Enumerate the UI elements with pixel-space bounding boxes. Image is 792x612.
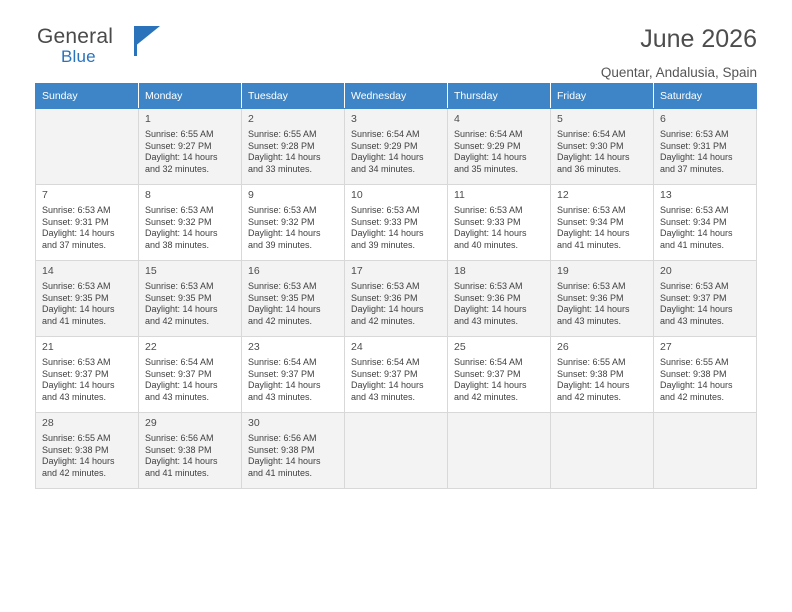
day-number: 17 xyxy=(351,265,363,277)
day-sun-info-line: Sunrise: 6:54 AM xyxy=(454,129,523,139)
day-number: 14 xyxy=(42,265,54,277)
day-sun-info-line: Daylight: 14 hours xyxy=(248,456,321,467)
day-sun-info xyxy=(351,281,442,327)
day-sun-info-line: Sunset: 9:30 PM xyxy=(557,140,624,151)
day-number: 18 xyxy=(454,265,466,277)
calendar-day-cell[interactable] xyxy=(139,413,242,489)
calendar-day-cell[interactable] xyxy=(345,261,448,337)
day-sun-info-line: Sunset: 9:29 PM xyxy=(351,140,418,151)
calendar-day-cell[interactable] xyxy=(448,185,551,261)
calendar-body xyxy=(36,109,757,489)
day-sun-info-line: Sunrise: 6:53 AM xyxy=(42,205,111,215)
day-sun-info-line: and 43 minutes. xyxy=(42,391,107,402)
day-sun-info-line: and 39 minutes. xyxy=(248,239,313,250)
day-number: 8 xyxy=(145,189,151,201)
weekday-header-friday: Friday xyxy=(551,84,654,109)
calendar-empty-cell xyxy=(654,413,757,489)
day-sun-info-line: Sunset: 9:28 PM xyxy=(248,140,315,151)
day-sun-info-line: Sunset: 9:31 PM xyxy=(660,140,727,151)
day-sun-info-line: Daylight: 14 hours xyxy=(557,152,630,163)
day-sun-info xyxy=(145,433,236,479)
day-number: 30 xyxy=(248,417,260,429)
calendar-day-cell[interactable] xyxy=(36,185,139,261)
calendar-day-cell[interactable] xyxy=(242,109,345,185)
day-sun-info-line: Sunrise: 6:53 AM xyxy=(557,205,626,215)
day-sun-info-line: Sunset: 9:37 PM xyxy=(454,368,521,379)
day-number: 22 xyxy=(145,341,157,353)
calendar-day-cell[interactable] xyxy=(139,185,242,261)
day-sun-info-line: and 43 minutes. xyxy=(454,315,519,326)
day-sun-info-line: Daylight: 14 hours xyxy=(145,456,218,467)
day-sun-info-line: Daylight: 14 hours xyxy=(42,228,115,239)
day-number: 7 xyxy=(42,189,48,201)
calendar-empty-cell xyxy=(448,413,551,489)
day-sun-info-line: Sunset: 9:36 PM xyxy=(351,292,418,303)
day-sun-info-line: Sunrise: 6:53 AM xyxy=(454,281,523,291)
day-sun-info-line: Sunrise: 6:53 AM xyxy=(351,205,420,215)
day-number: 26 xyxy=(557,341,569,353)
day-sun-info xyxy=(557,129,648,175)
weekday-header-sunday: Sunday xyxy=(36,84,139,109)
day-sun-info-line: Sunrise: 6:54 AM xyxy=(454,357,523,367)
day-sun-info-line: Sunrise: 6:54 AM xyxy=(351,129,420,139)
day-sun-info xyxy=(454,205,545,251)
day-number: 13 xyxy=(660,189,672,201)
day-sun-info xyxy=(248,205,339,251)
day-sun-info-line: Sunrise: 6:54 AM xyxy=(351,357,420,367)
day-sun-info-line: Sunset: 9:35 PM xyxy=(145,292,212,303)
day-number: 3 xyxy=(351,113,357,125)
day-number: 20 xyxy=(660,265,672,277)
weekday-header-saturday: Saturday xyxy=(654,84,757,109)
day-sun-info-line: Sunset: 9:38 PM xyxy=(660,368,727,379)
day-sun-info xyxy=(351,129,442,175)
day-sun-info xyxy=(248,433,339,479)
day-sun-info-line: and 40 minutes. xyxy=(454,239,519,250)
day-sun-info-line: Sunrise: 6:55 AM xyxy=(660,357,729,367)
day-sun-info-line: Daylight: 14 hours xyxy=(454,304,527,315)
day-sun-info-line: and 42 minutes. xyxy=(248,315,313,326)
day-sun-info-line: and 42 minutes. xyxy=(42,467,107,478)
day-sun-info xyxy=(248,357,339,403)
day-sun-info-line: Daylight: 14 hours xyxy=(660,380,733,391)
day-sun-info-line: and 41 minutes. xyxy=(248,467,313,478)
day-sun-info-line: Sunset: 9:36 PM xyxy=(557,292,624,303)
day-sun-info xyxy=(145,205,236,251)
day-sun-info-line: and 42 minutes. xyxy=(454,391,519,402)
day-number: 19 xyxy=(557,265,569,277)
day-sun-info-line: Sunset: 9:34 PM xyxy=(557,216,624,227)
day-number: 15 xyxy=(145,265,157,277)
day-sun-info-line: Sunrise: 6:56 AM xyxy=(145,433,214,443)
day-number: 5 xyxy=(557,113,563,125)
day-sun-info-line: and 39 minutes. xyxy=(351,239,416,250)
weekday-header-monday: Monday xyxy=(139,84,242,109)
day-sun-info-line: Sunrise: 6:53 AM xyxy=(248,281,317,291)
day-sun-info-line: Sunrise: 6:55 AM xyxy=(557,357,626,367)
day-sun-info xyxy=(557,357,648,403)
page-title: June 2026 xyxy=(640,25,757,53)
day-sun-info-line: Sunset: 9:38 PM xyxy=(248,444,315,455)
day-number: 24 xyxy=(351,341,363,353)
day-sun-info-line: Daylight: 14 hours xyxy=(42,380,115,391)
day-sun-info-line: Sunrise: 6:53 AM xyxy=(145,281,214,291)
day-sun-info-line: Daylight: 14 hours xyxy=(351,380,424,391)
day-number: 28 xyxy=(42,417,54,429)
day-sun-info-line: Sunset: 9:32 PM xyxy=(145,216,212,227)
day-number: 11 xyxy=(454,189,465,201)
day-sun-info xyxy=(248,129,339,175)
day-sun-info-line: Sunset: 9:38 PM xyxy=(42,444,109,455)
day-sun-info-line: Daylight: 14 hours xyxy=(454,152,527,163)
day-sun-info-line: Sunrise: 6:53 AM xyxy=(145,205,214,215)
day-sun-info-line: Sunset: 9:33 PM xyxy=(351,216,418,227)
day-sun-info-line: and 37 minutes. xyxy=(42,239,107,250)
day-sun-info-line: and 37 minutes. xyxy=(660,163,725,174)
day-sun-info-line: Daylight: 14 hours xyxy=(248,380,321,391)
day-sun-info xyxy=(660,205,751,251)
day-sun-info-line: Daylight: 14 hours xyxy=(42,304,115,315)
day-sun-info-line: and 43 minutes. xyxy=(660,315,725,326)
day-sun-info-line: Sunrise: 6:53 AM xyxy=(557,281,626,291)
calendar-week-row xyxy=(36,109,757,185)
day-sun-info xyxy=(660,129,751,175)
calendar-week-row xyxy=(36,337,757,413)
day-number: 21 xyxy=(42,341,54,353)
day-sun-info-line: Sunset: 9:37 PM xyxy=(145,368,212,379)
day-sun-info-line: and 33 minutes. xyxy=(248,163,313,174)
day-number: 23 xyxy=(248,341,260,353)
day-sun-info-line: Daylight: 14 hours xyxy=(660,152,733,163)
day-sun-info-line: and 41 minutes. xyxy=(557,239,622,250)
calendar-day-cell[interactable] xyxy=(551,185,654,261)
day-sun-info-line: and 36 minutes. xyxy=(557,163,622,174)
day-sun-info-line: Sunrise: 6:53 AM xyxy=(42,281,111,291)
day-sun-info-line: Sunrise: 6:54 AM xyxy=(248,357,317,367)
calendar-empty-cell xyxy=(345,413,448,489)
day-sun-info-line: Sunset: 9:32 PM xyxy=(248,216,315,227)
day-sun-info xyxy=(42,433,133,479)
day-sun-info-line: Daylight: 14 hours xyxy=(351,152,424,163)
calendar-day-cell[interactable] xyxy=(242,413,345,489)
day-sun-info-line: Daylight: 14 hours xyxy=(145,152,218,163)
day-sun-info-line: and 42 minutes. xyxy=(351,315,416,326)
calendar-day-cell[interactable] xyxy=(551,109,654,185)
day-number: 25 xyxy=(454,341,466,353)
day-sun-info xyxy=(145,357,236,403)
day-sun-info-line: and 42 minutes. xyxy=(557,391,622,402)
calendar-day-cell[interactable] xyxy=(139,261,242,337)
day-sun-info-line: Daylight: 14 hours xyxy=(557,380,630,391)
day-sun-info-line: Sunset: 9:35 PM xyxy=(248,292,315,303)
day-sun-info xyxy=(42,205,133,251)
day-sun-info-line: Sunrise: 6:53 AM xyxy=(42,357,111,367)
calendar-day-cell[interactable] xyxy=(345,337,448,413)
day-number: 9 xyxy=(248,189,254,201)
sun-times-calendar-table xyxy=(35,83,757,489)
day-sun-info xyxy=(351,205,442,251)
calendar-week-row xyxy=(36,261,757,337)
calendar-day-cell[interactable] xyxy=(448,261,551,337)
day-sun-info xyxy=(42,281,133,327)
day-sun-info-line: Daylight: 14 hours xyxy=(145,380,218,391)
day-sun-info-line: Sunset: 9:31 PM xyxy=(42,216,109,227)
brand-name-blue: Blue xyxy=(61,47,96,66)
day-sun-info-line: Daylight: 14 hours xyxy=(660,304,733,315)
day-sun-info-line: Sunrise: 6:53 AM xyxy=(248,205,317,215)
calendar-day-cell[interactable] xyxy=(448,109,551,185)
calendar-week-row xyxy=(36,413,757,489)
day-sun-info xyxy=(660,357,751,403)
calendar-week-row xyxy=(36,185,757,261)
day-sun-info-line: Daylight: 14 hours xyxy=(248,304,321,315)
day-sun-info xyxy=(42,357,133,403)
day-sun-info-line: Daylight: 14 hours xyxy=(454,380,527,391)
calendar-day-cell[interactable] xyxy=(139,337,242,413)
day-sun-info-line: Sunrise: 6:53 AM xyxy=(660,205,729,215)
day-sun-info-line: Sunset: 9:27 PM xyxy=(145,140,212,151)
day-sun-info-line: Sunset: 9:36 PM xyxy=(454,292,521,303)
day-sun-info-line: and 34 minutes. xyxy=(351,163,416,174)
day-sun-info-line: Sunrise: 6:53 AM xyxy=(660,129,729,139)
calendar-day-cell[interactable] xyxy=(654,109,757,185)
day-number: 6 xyxy=(660,113,666,125)
day-sun-info xyxy=(454,357,545,403)
day-sun-info xyxy=(557,205,648,251)
day-sun-info-line: Daylight: 14 hours xyxy=(557,304,630,315)
day-sun-info-line: Daylight: 14 hours xyxy=(248,228,321,239)
location-subtitle: Quentar, Andalusia, Spain xyxy=(600,65,757,80)
day-sun-info-line: and 42 minutes. xyxy=(660,391,725,402)
day-sun-info-line: and 35 minutes. xyxy=(454,163,519,174)
day-sun-info-line: Sunset: 9:37 PM xyxy=(42,368,109,379)
day-sun-info xyxy=(145,281,236,327)
day-sun-info-line: Sunset: 9:37 PM xyxy=(248,368,315,379)
day-sun-info-line: and 43 minutes. xyxy=(145,391,210,402)
day-sun-info-line: Sunset: 9:33 PM xyxy=(454,216,521,227)
day-sun-info xyxy=(454,281,545,327)
day-number: 10 xyxy=(351,189,363,201)
flag-icon xyxy=(134,26,160,47)
day-sun-info-line: Sunrise: 6:55 AM xyxy=(145,129,214,139)
day-number: 4 xyxy=(454,113,460,125)
day-sun-info-line: Sunrise: 6:53 AM xyxy=(351,281,420,291)
calendar-empty-cell xyxy=(36,109,139,185)
calendar-day-cell[interactable] xyxy=(36,261,139,337)
day-number: 2 xyxy=(248,113,254,125)
weekday-header-tuesday: Tuesday xyxy=(242,84,345,109)
day-number: 29 xyxy=(145,417,157,429)
day-sun-info-line: Sunset: 9:35 PM xyxy=(42,292,109,303)
day-sun-info-line: and 38 minutes. xyxy=(145,239,210,250)
calendar-day-cell[interactable] xyxy=(242,261,345,337)
day-sun-info-line: and 42 minutes. xyxy=(145,315,210,326)
day-number: 16 xyxy=(248,265,260,277)
day-sun-info-line: Daylight: 14 hours xyxy=(351,228,424,239)
flag-pole-icon xyxy=(134,26,137,56)
day-sun-info-line: Sunrise: 6:54 AM xyxy=(557,129,626,139)
day-sun-info-line: and 41 minutes. xyxy=(42,315,107,326)
day-sun-info-line: and 32 minutes. xyxy=(145,163,210,174)
calendar-day-cell[interactable] xyxy=(654,337,757,413)
calendar-day-cell[interactable] xyxy=(345,109,448,185)
day-sun-info xyxy=(248,281,339,327)
day-sun-info-line: and 43 minutes. xyxy=(248,391,313,402)
day-sun-info-line: and 43 minutes. xyxy=(351,391,416,402)
day-sun-info-line: Daylight: 14 hours xyxy=(660,228,733,239)
day-sun-info-line: Daylight: 14 hours xyxy=(42,456,115,467)
day-sun-info-line: Daylight: 14 hours xyxy=(248,152,321,163)
day-sun-info-line: Sunset: 9:38 PM xyxy=(145,444,212,455)
calendar-day-cell[interactable] xyxy=(654,261,757,337)
day-sun-info-line: and 41 minutes. xyxy=(145,467,210,478)
calendar-day-cell[interactable] xyxy=(551,337,654,413)
day-sun-info xyxy=(351,357,442,403)
calendar-day-cell[interactable] xyxy=(36,337,139,413)
calendar-day-cell[interactable] xyxy=(345,185,448,261)
weekday-header-row xyxy=(36,84,757,109)
calendar-day-cell[interactable] xyxy=(36,413,139,489)
day-sun-info-line: Sunrise: 6:53 AM xyxy=(660,281,729,291)
calendar-day-cell[interactable] xyxy=(242,185,345,261)
day-number: 12 xyxy=(557,189,569,201)
day-sun-info-line: Sunset: 9:37 PM xyxy=(351,368,418,379)
day-sun-info-line: Sunset: 9:37 PM xyxy=(660,292,727,303)
calendar-day-cell[interactable] xyxy=(139,109,242,185)
day-sun-info-line: Daylight: 14 hours xyxy=(454,228,527,239)
calendar-day-cell[interactable] xyxy=(448,337,551,413)
weekday-header-wednesday: Wednesday xyxy=(345,84,448,109)
day-sun-info xyxy=(557,281,648,327)
brand-logo xyxy=(37,26,113,65)
calendar-empty-cell xyxy=(551,413,654,489)
weekday-header-thursday: Thursday xyxy=(448,84,551,109)
day-sun-info-line: Sunrise: 6:53 AM xyxy=(454,205,523,215)
day-sun-info-line: Sunrise: 6:54 AM xyxy=(145,357,214,367)
brand-name-general: General xyxy=(37,25,114,48)
day-number: 1 xyxy=(145,113,151,125)
day-sun-info-line: Daylight: 14 hours xyxy=(145,228,218,239)
day-sun-info-line: Sunrise: 6:56 AM xyxy=(248,433,317,443)
day-sun-info-line: Daylight: 14 hours xyxy=(351,304,424,315)
day-sun-info-line: and 41 minutes. xyxy=(660,239,725,250)
day-sun-info-line: Sunrise: 6:55 AM xyxy=(42,433,111,443)
day-sun-info xyxy=(454,129,545,175)
day-sun-info-line: and 43 minutes. xyxy=(557,315,622,326)
calendar-day-cell[interactable] xyxy=(654,185,757,261)
day-sun-info-line: Sunset: 9:34 PM xyxy=(660,216,727,227)
page-header xyxy=(35,0,757,80)
day-sun-info-line: Sunset: 9:29 PM xyxy=(454,140,521,151)
day-sun-info xyxy=(660,281,751,327)
calendar-day-cell[interactable] xyxy=(242,337,345,413)
day-sun-info xyxy=(145,129,236,175)
day-sun-info-line: Daylight: 14 hours xyxy=(557,228,630,239)
calendar-day-cell[interactable] xyxy=(551,261,654,337)
day-number: 27 xyxy=(660,341,672,353)
day-sun-info-line: Daylight: 14 hours xyxy=(145,304,218,315)
day-sun-info-line: Sunset: 9:38 PM xyxy=(557,368,624,379)
day-sun-info-line: Sunrise: 6:55 AM xyxy=(248,129,317,139)
